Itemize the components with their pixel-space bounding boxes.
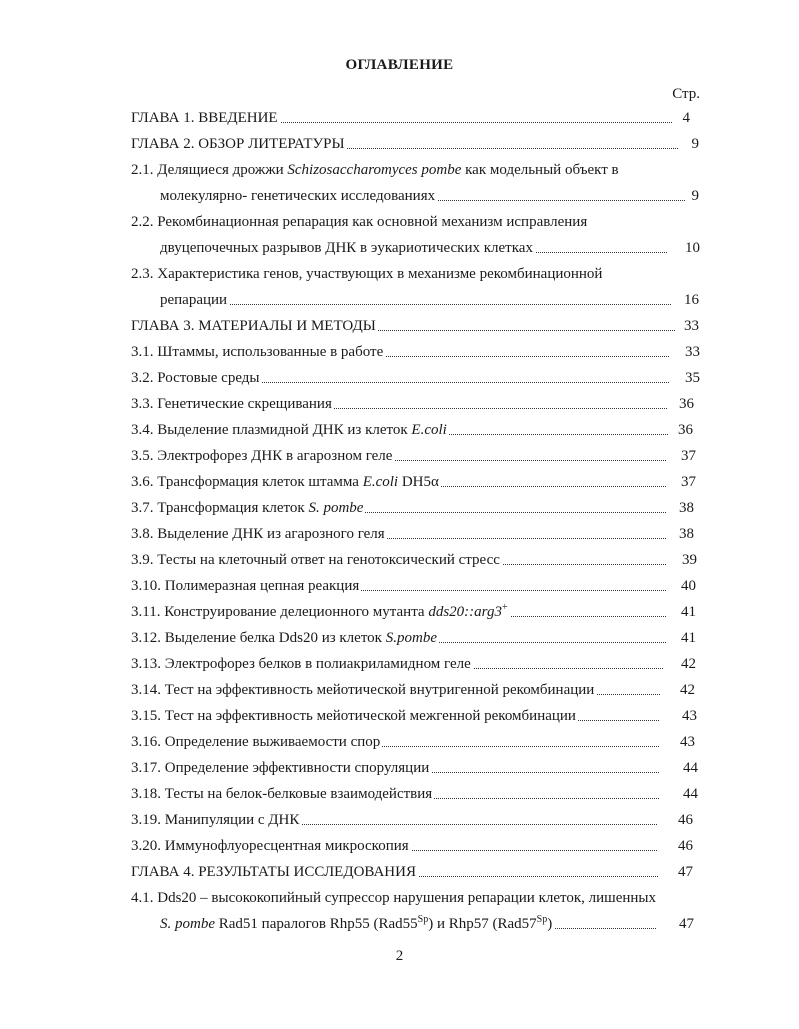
entry-text: 3.9. Тесты на клеточный ответ на генотоксический стресс xyxy=(131,552,500,568)
toc-entry xyxy=(131,394,667,414)
toc-entry xyxy=(131,498,666,518)
entry-text: Rad51 паралогов Rhp55 (Rad55 xyxy=(215,916,418,932)
entry-text: репарации xyxy=(160,292,228,308)
entry-text: 3.20. Иммунофлуоресцентная микроскопия xyxy=(131,838,409,854)
toc-entry xyxy=(131,446,666,466)
entry-page: 9 xyxy=(691,188,699,204)
entry-title xyxy=(131,474,441,490)
entry-text: 3.14. Тест на эффективность мейотической внутригенной рекомбинации xyxy=(131,682,595,698)
toc-entry xyxy=(131,654,663,674)
entry-page: 37 xyxy=(681,448,696,464)
entry-text: ) и Rhp57 (Rad57 xyxy=(428,916,537,932)
entry-title xyxy=(131,760,431,776)
entry-page: 42 xyxy=(680,682,695,698)
entry-title xyxy=(131,448,394,464)
entry-title xyxy=(131,526,387,542)
entry-page: 38 xyxy=(679,526,694,542)
entry-text: 3.17. Определение эффективности споруляции xyxy=(131,760,430,776)
entry-sup: + xyxy=(501,602,508,613)
entry-text: 3.12. Выделение белка Dds20 из клеток xyxy=(131,630,386,646)
entry-title xyxy=(131,682,596,698)
entry-text: 3.15. Тест на эффективность мейотической межгенной рекомбинации xyxy=(131,708,576,724)
entry-italic: E.coli xyxy=(411,422,447,438)
entry-page: 47 xyxy=(679,916,694,932)
entry-text: ГЛАВА 3. МАТЕРИАЛЫ И МЕТОДЫ xyxy=(131,318,376,334)
toc-entry xyxy=(131,368,669,388)
entry-text: ГЛАВА 4. РЕЗУЛЬТАТЫ ИССЛЕДОВАНИЯ xyxy=(131,864,416,880)
toc-entry xyxy=(131,680,660,700)
entry-page: 44 xyxy=(683,760,698,776)
entry-text: 3.2. Ростовые среды xyxy=(131,370,260,386)
entry-text: 3.16. Определение выживаемости спор xyxy=(131,734,381,750)
entry-title xyxy=(131,708,578,724)
toc-entry xyxy=(131,472,666,492)
entry-page: 47 xyxy=(678,864,693,880)
entry-text: 3.6. Трансформация клеток штамма xyxy=(131,474,363,490)
toc-entry xyxy=(131,758,659,778)
toc-entry xyxy=(131,134,678,154)
entry-text: двуцепочечных разрывов ДНК в эукариотических клетках xyxy=(160,240,533,256)
entry-title xyxy=(131,422,449,438)
toc-entry xyxy=(131,784,659,804)
entry-page: 43 xyxy=(682,708,697,724)
toc-entry xyxy=(131,524,666,544)
entry-title xyxy=(131,656,473,672)
entry-title xyxy=(131,110,280,126)
entry-text: DH5α xyxy=(398,474,439,490)
entry-text: ГЛАВА 2. ОБЗОР ЛИТЕРАТУРЫ xyxy=(131,136,345,152)
toc-entry xyxy=(131,810,657,830)
entry-text: 3.7. Трансформация клеток xyxy=(131,500,309,516)
toc-entry xyxy=(131,602,666,622)
entry-text: 3.18. Тесты на белок-белковые взаимодействия xyxy=(131,786,433,802)
entry-page: 37 xyxy=(681,474,696,490)
toc-entry xyxy=(160,914,656,934)
entry-page: 44 xyxy=(683,786,698,802)
entry-text: 2.2. Рекомбинационная репарация как основной механизм исправления xyxy=(131,214,588,230)
entry-text: молекулярно- генетических исследованиях xyxy=(160,188,436,204)
entry-italic: dds20::arg3 xyxy=(428,604,502,620)
toc-entry xyxy=(131,316,675,336)
toc-entry xyxy=(131,160,619,180)
toc-title: ОГЛАВЛЕНИЕ xyxy=(345,57,454,73)
entry-title xyxy=(131,578,361,594)
entry-text: 3.19. Манипуляции с ДНК xyxy=(131,812,300,828)
entry-text: ) xyxy=(547,916,553,932)
entry-page: 46 xyxy=(678,812,693,828)
entry-page: 41 xyxy=(681,604,696,620)
entry-title xyxy=(131,318,378,334)
entry-page: 43 xyxy=(680,734,695,750)
entry-title xyxy=(131,396,334,412)
toc-entry xyxy=(131,732,659,752)
page-number: 2 xyxy=(395,948,404,964)
entry-page: 39 xyxy=(682,552,697,568)
dot-leader xyxy=(160,304,671,305)
page-column-label: Стр. xyxy=(672,86,700,102)
entry-page: 33 xyxy=(684,318,699,334)
entry-title xyxy=(131,786,434,802)
toc-entry xyxy=(160,290,671,310)
toc-entry xyxy=(131,108,672,128)
entry-title xyxy=(131,812,301,828)
entry-page: 46 xyxy=(678,838,693,854)
toc-entry xyxy=(131,706,659,726)
entry-title xyxy=(131,864,418,880)
entry-title xyxy=(160,188,437,204)
entry-text: 3.13. Электрофорез белков в полиакриламидном геле xyxy=(131,656,471,672)
toc-entry xyxy=(160,186,685,206)
entry-text: 3.10. Полимеразная цепная реакция xyxy=(131,578,360,594)
entry-page: 36 xyxy=(679,396,694,412)
entry-text: 2.1. Делящиеся дрожжи xyxy=(131,162,288,178)
entry-text: 4.1. Dds20 – высококопийный супрессор нарушения репарации клеток, лишенных xyxy=(131,890,656,906)
toc-entry xyxy=(131,420,668,440)
entry-page: 41 xyxy=(681,630,696,646)
entry-page: 42 xyxy=(681,656,696,672)
entry-text: ГЛАВА 1. ВВЕДЕНИЕ xyxy=(131,110,278,126)
entry-title xyxy=(160,240,535,256)
entry-page: 33 xyxy=(685,344,700,360)
entry-title xyxy=(131,604,510,620)
entry-text: как модельный объект в xyxy=(461,162,619,178)
entry-sup: Sp xyxy=(417,914,429,925)
entry-page: 10 xyxy=(685,240,700,256)
entry-title xyxy=(131,370,262,386)
toc-entry xyxy=(131,550,666,570)
entry-page: 36 xyxy=(678,422,693,438)
entry-title xyxy=(131,734,382,750)
entry-page: 38 xyxy=(679,500,694,516)
entry-text: 3.4. Выделение плазмидной ДНК из клеток xyxy=(131,422,412,438)
entry-italic: Schizosaccharomyces pombe xyxy=(287,162,462,178)
entry-text: 3.1. Штаммы, использованные в работе xyxy=(131,344,384,360)
entry-italic: S. pombe xyxy=(160,916,215,932)
entry-title xyxy=(131,838,411,854)
toc-entry xyxy=(131,862,658,882)
entry-page: 4 xyxy=(682,110,690,126)
entry-page: 40 xyxy=(681,578,696,594)
entry-italic: S.pombe xyxy=(385,630,437,646)
entry-title xyxy=(131,500,365,516)
entry-text: 3.5. Электрофорез ДНК в агарозном геле xyxy=(131,448,393,464)
entry-page: 9 xyxy=(691,136,699,152)
entry-italic: E.coli xyxy=(362,474,399,490)
entry-text: 3.8. Выделение ДНК из агарозного геля xyxy=(131,526,385,542)
entry-page: 35 xyxy=(685,370,700,386)
toc-entry xyxy=(131,888,656,908)
entry-title xyxy=(131,344,385,360)
toc-entry xyxy=(131,342,669,362)
entry-text: 2.3. Характеристика генов, участвующих в механизме рекомбинационной xyxy=(131,266,603,282)
entry-text: 3.3. Генетические скрещивания xyxy=(131,396,332,412)
entry-italic: S. pombe xyxy=(308,500,364,516)
entry-title xyxy=(160,916,554,932)
entry-page: 16 xyxy=(684,292,699,308)
entry-title xyxy=(131,630,439,646)
toc-entry xyxy=(131,836,657,856)
entry-title xyxy=(131,552,502,568)
toc-entry xyxy=(131,212,587,232)
entry-title xyxy=(160,292,229,308)
toc-entry xyxy=(131,576,666,596)
toc-entry xyxy=(131,264,602,284)
entry-title xyxy=(131,136,347,152)
toc-entry xyxy=(131,628,666,648)
entry-text: 3.11. Конструирование делеционного мутанта xyxy=(131,604,429,620)
toc-entry xyxy=(160,238,667,258)
entry-sup: Sp xyxy=(536,914,548,925)
